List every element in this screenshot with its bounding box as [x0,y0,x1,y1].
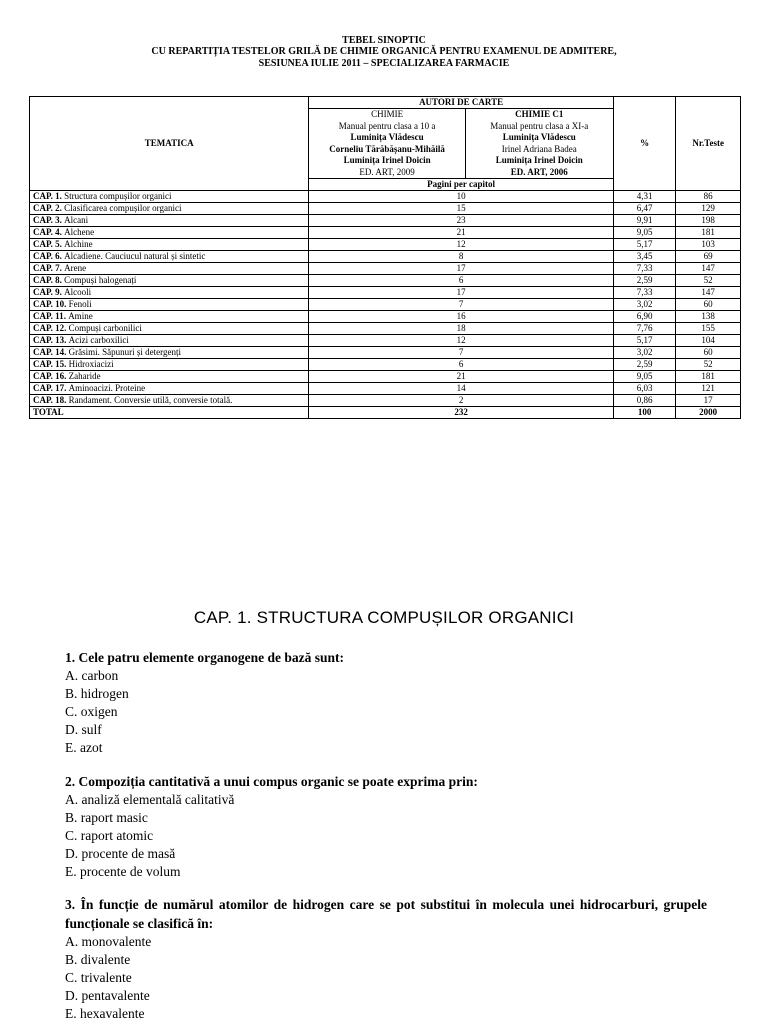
chapter-number-dot: . [64,359,69,370]
chapter-cell [30,191,309,203]
tests-cell: 129 [676,203,741,215]
pages-cell: 10 [309,191,613,203]
chapter-number: CAP. 7 [33,263,60,274]
chapter-name: Hidroxiacizi [68,359,114,370]
chapter-number-dot: . [64,383,69,394]
percent-cell: 7,76 [613,323,676,335]
chapter-cell [30,347,309,359]
chapter-name: Arene [64,263,87,274]
pages-cell: 15 [309,203,613,215]
percent-cell: 2,59 [613,275,676,287]
book1-author: Corneliu Tărăbășanu-Mihăilă [329,143,445,154]
percent-cell: 6,90 [613,311,676,323]
chapter-number-dot: . [59,203,65,214]
chapter-number-dot: . [59,215,65,226]
tests-cell: 86 [676,191,741,203]
pages-cell: 17 [309,263,613,275]
pages-cell: 12 [309,335,613,347]
percent-cell: 7,33 [613,263,676,275]
book1-publisher: ED. ART, 2009 [359,166,415,177]
percent-cell: 3,45 [613,251,676,263]
tests-cell: 17 [676,395,741,407]
table-row [30,191,741,203]
tests-cell: 198 [676,215,741,227]
pagini-header: Pagini per capitol [309,179,613,191]
tests-cell: 181 [676,371,741,383]
chapter-cell [30,203,309,215]
chapter-name: Alchine [64,239,93,250]
chapter-number: CAP. 14 [33,347,65,358]
pages-cell: 7 [309,299,613,311]
table-row [30,227,741,239]
percent-cell: 0,86 [613,395,676,407]
chapter-number: CAP. 1 [33,191,60,202]
tests-cell: 60 [676,347,741,359]
chapter-number: CAP. 12 [33,323,65,334]
chapter-number-dot: . [64,371,69,382]
chapter-cell [30,227,309,239]
total-row [30,407,741,419]
percent-cell: 9,05 [613,371,676,383]
answer-option: C. raport atomic [65,828,154,843]
answer-option: D. procente de masă [65,846,176,861]
chapter-number: CAP. 17 [33,383,65,394]
synoptic-table [29,96,741,419]
chapter-number-dot: . [64,299,69,310]
chapter-cell [30,311,309,323]
book1-author: Luminița Vlădescu [350,132,424,142]
pages-cell: 2 [309,395,613,407]
pages-cell: 16 [309,311,613,323]
total-tests: 2000 [676,407,741,419]
chapter-number: CAP. 9 [33,287,60,298]
percent-cell: 7,33 [613,287,676,299]
chapter-name: Compuși carbonilici [68,323,142,334]
percent-cell: 9,05 [613,227,676,239]
percent-cell: 4,31 [613,191,676,203]
chapter-cell [30,239,309,251]
tests-cell: 52 [676,275,741,287]
answer-option: B. hidrogen [65,686,129,701]
answer-option: A. carbon [65,668,119,683]
chapter-number: CAP. 16 [33,371,65,382]
chapter-number-dot: . [64,335,69,346]
table-row [30,395,741,407]
chapter-name: Grăsimi. Săpunuri și detergenți [68,347,181,358]
tests-cell: 121 [676,383,741,395]
chapter-cell [30,251,309,263]
table-row [30,251,741,263]
chapter-cell [30,371,309,383]
chapter-number-dot: . [59,287,65,298]
answer-option: B. divalente [65,952,131,967]
answer-option: E. procente de volum [65,864,181,879]
question-text: 3. În funcție de numărul atomilor de hidrogen care se pot substitui în molecula unei hidrocarburi, grupele funcționale se clasifică în: [65,897,707,931]
chapter-name: Aminoacizi. Proteine [68,383,146,394]
pages-cell: 8 [309,251,613,263]
chapter-name: Compuși halogenați [64,275,137,286]
answer-option: B. raport masic [65,810,148,825]
table-row [30,335,741,347]
chapter-name: Alcadiene. Cauciucul natural și sintetic [64,251,206,262]
chapter-name: Structura compușilor organici [64,191,172,202]
tests-cell: 181 [676,227,741,239]
percent-cell: 2,59 [613,359,676,371]
pages-cell: 7 [309,347,613,359]
chapter-number: CAP. 10 [33,299,65,310]
chapter-cell [30,395,309,407]
chapter-name: Randament. Conversie utilă, conversie totală. [68,395,233,406]
chapter-number: CAP. 4 [33,227,60,238]
answer-option: C. oxigen [65,704,118,719]
chapter-number: CAP. 2 [33,203,60,214]
chapter-number: CAP. 13 [33,335,65,346]
question-block [65,648,707,757]
autori-header: AUTORI DE CARTE [309,97,613,109]
chapter-number-dot: . [63,311,69,322]
chapter-number-dot: . [59,263,65,274]
chapter-number-dot: . [59,191,65,202]
pages-cell: 6 [309,275,613,287]
chapter-cell [30,287,309,299]
answer-option: A. monovalente [65,934,152,949]
question-block [65,895,707,1023]
chapter-number: CAP. 5 [33,239,60,250]
chapter-number: CAP. 8 [33,275,60,286]
chapter-number-dot: . [59,227,65,238]
percent-cell: 5,17 [613,335,676,347]
pages-cell: 18 [309,323,613,335]
chapter-number-dot: . [59,239,65,250]
percent-cell: 6,47 [613,203,676,215]
nr-teste-header: Nr.Teste [676,97,741,191]
question-text: 2. Compoziția cantitativă a unui compus organic se poate exprima prin: [65,774,478,789]
pages-cell: 6 [309,359,613,371]
chapter-number-dot: . [59,275,65,286]
book2-author: Irinel Adriana Badea [501,143,577,154]
book2-subtitle: Manual pentru clasa a XI-a [490,120,589,131]
percent-header: % [613,97,676,191]
table-row [30,215,741,227]
chapter-number-dot: . [64,323,69,334]
chapter-name: Clasificarea compușilor organici [64,203,182,214]
question-block [65,772,707,881]
chapter-number: CAP. 15 [33,359,65,370]
percent-cell: 6,03 [613,383,676,395]
pages-cell: 23 [309,215,613,227]
table-row [30,371,741,383]
chapter-number: CAP. 3 [33,215,60,226]
answer-option: D. pentavalente [65,988,150,1003]
percent-cell: 3,02 [613,347,676,359]
chapter-name: Alcani [64,215,89,226]
tematica-header: TEMATICA [30,97,309,191]
chapter-cell [30,215,309,227]
chapter-cell [30,323,309,335]
total-percent: 100 [613,407,676,419]
pages-cell: 21 [309,371,613,383]
tests-cell: 138 [676,311,741,323]
book2-title: CHIMIE C1 [515,109,564,119]
chapter-number-dot: . [64,347,69,358]
book1-title: CHIMIE [371,109,404,119]
document-title: TEBEL SINOPTIC [342,35,426,46]
total-pages: 232 [309,407,613,419]
answer-option: E. hexavalente [65,1006,145,1021]
table-header-row [30,97,741,109]
book1-cell [309,109,465,179]
table-row [30,347,741,359]
chapter-name: Fenoli [68,299,92,310]
chapter-title: CAP. 1. STRUCTURA COMPUȘILOR ORGANICI [193,608,575,627]
chapter-name: Alcooli [64,287,92,298]
pages-cell: 14 [309,383,613,395]
chapter-number-dot: . [64,395,69,406]
table-row [30,383,741,395]
tests-cell: 69 [676,251,741,263]
tests-cell: 147 [676,287,741,299]
percent-cell: 9,91 [613,215,676,227]
table-row [30,287,741,299]
book1-subtitle: Manual pentru clasa a 10 a [338,120,436,131]
answer-option: C. trivalente [65,970,132,985]
chapter-cell [30,275,309,287]
document-session: SESIUNEA IULIE 2011 – SPECIALIZAREA FARMACIE [258,58,510,69]
tests-cell: 155 [676,323,741,335]
answer-option: D. sulf [65,722,102,737]
table-row [30,311,741,323]
pages-cell: 17 [309,287,613,299]
chapter-number: CAP. 6 [33,251,60,262]
chapter-cell [30,335,309,347]
tests-cell: 60 [676,299,741,311]
total-label: TOTAL [30,407,309,419]
document-subtitle: CU REPARTIȚIA TESTELOR GRILĂ DE CHIMIE ORGANICĂ PENTRU EXAMENUL DE ADMITERE, [151,46,617,57]
chapter-cell [30,383,309,395]
chapter-name: Zaharide [68,371,101,382]
table-row [30,359,741,371]
book2-cell [465,109,613,179]
chapter-cell [30,359,309,371]
chapter-name: Acizi carboxilici [68,335,129,346]
book2-author: Luminița Vlădescu [502,132,576,142]
percent-cell: 5,17 [613,239,676,251]
chapter-cell [30,263,309,275]
chapter-number: CAP. 11 [33,311,64,322]
tests-cell: 52 [676,359,741,371]
table-row [30,323,741,335]
pages-cell: 21 [309,227,613,239]
chapter-number: CAP. 18 [33,395,65,406]
answer-option: A. analiză elementală calitativă [65,792,235,807]
tests-cell: 104 [676,335,741,347]
tests-cell: 147 [676,263,741,275]
question-text: 1. Cele patru elemente organogene de bază sunt: [65,650,344,665]
chapter-name: Alchene [64,227,95,238]
table-row [30,263,741,275]
tests-cell: 103 [676,239,741,251]
book1-author: Luminița Irinel Doicin [343,155,431,165]
table-row [30,239,741,251]
chapter-cell [30,299,309,311]
book2-author: Luminița Irinel Doicin [495,155,583,165]
table-row [30,275,741,287]
answer-option: E. azot [65,740,103,755]
chapter-name: Amine [68,311,93,322]
book2-publisher: ED. ART, 2006 [510,166,568,177]
table-row [30,299,741,311]
pages-cell: 12 [309,239,613,251]
percent-cell: 3,02 [613,299,676,311]
table-row [30,203,741,215]
chapter-number-dot: . [59,251,65,262]
